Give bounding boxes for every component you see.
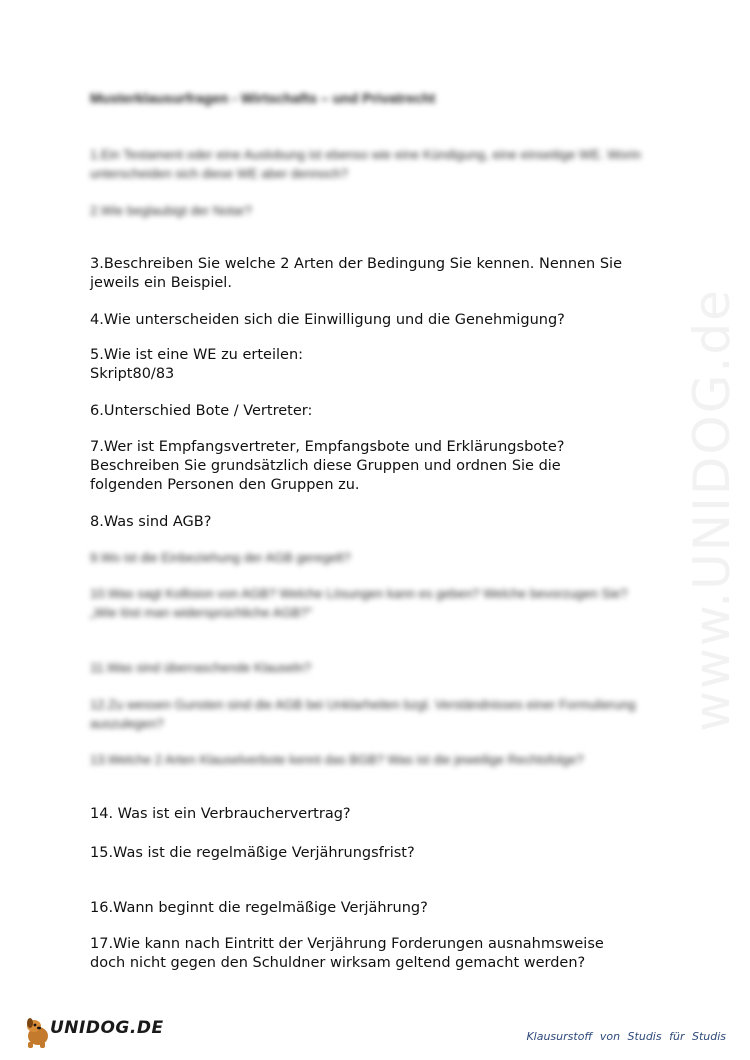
question-6: 6.Unterschied Bote / Vertreter: <box>90 403 313 419</box>
question-15: 15.Was ist die regelmäßige Verjährungsfrist? <box>90 845 415 861</box>
question-7: 7.Wer ist Empfangsvertreter, Empfangsbote und Erklärungsbote? Beschreiben Sie grundsätzlich diese Gruppen und ordnen Sie die folgenden Personen den Gruppen zu. <box>90 439 565 493</box>
question-11: 11.Was sind überraschende Klauseln? <box>90 660 312 675</box>
question-8: 8.Was sind AGB? <box>90 514 212 530</box>
question-10: 10.Was sagt Kollision von AGB? Welche Lösungen kann es geben? Welche bevorzugen Sie? „Wie löst man widersprüchliche AGB?" <box>90 586 628 620</box>
question-14: 14. Was ist ein Verbrauchervertrag? <box>90 806 351 822</box>
watermark: www.UNIDOG.de <box>683 288 741 732</box>
question-17: 17.Wie kann nach Eintritt der Verjährung Forderungen ausnahmsweise doch nicht gegen den Schuldner wirksam geltend gemacht werden? <box>90 936 604 971</box>
logo-text: UNIDOG.DE <box>50 1018 164 1038</box>
question-2: 2.Wie beglaubigt der Notar? <box>90 203 252 218</box>
question-13: 13.Welche 2 Arten Klauselverbote kennt das BGB? Was ist die jeweilige Rechtsfolge? <box>90 752 584 767</box>
question-4: 4.Wie unterscheiden sich die Einwilligung und die Genehmigung? <box>90 312 565 328</box>
question-9: 9.Wo ist die Einbeziehung der AGB geregelt? <box>90 550 351 565</box>
question-3: 3.Beschreiben Sie welche 2 Arten der Bedingung Sie kennen. Nennen Sie jeweils ein Beispiel. <box>90 256 622 291</box>
question-1: 1.Ein Testament oder eine Auslobung ist ebenso wie eine Kündigung, eine einseitige WE. Worin unterscheiden sich diese WE aber dennoch? <box>90 147 641 181</box>
footer-tagline: Klausurstoff von Studis für Studis <box>526 1030 726 1043</box>
question-5: 5.Wie ist eine WE zu erteilen: Skript80/83 <box>90 347 304 382</box>
question-12: 12.Zu wessen Gunsten sind die AGB bei Unklarheiten bzgl. Verständnisses einer Formulierung auszulegen? <box>90 697 636 731</box>
page-title: Musterklausurfragen - Wirtschafts – und Privatrecht <box>90 90 436 106</box>
question-16: 16.Wann beginnt die regelmäßige Verjährung? <box>90 900 428 916</box>
